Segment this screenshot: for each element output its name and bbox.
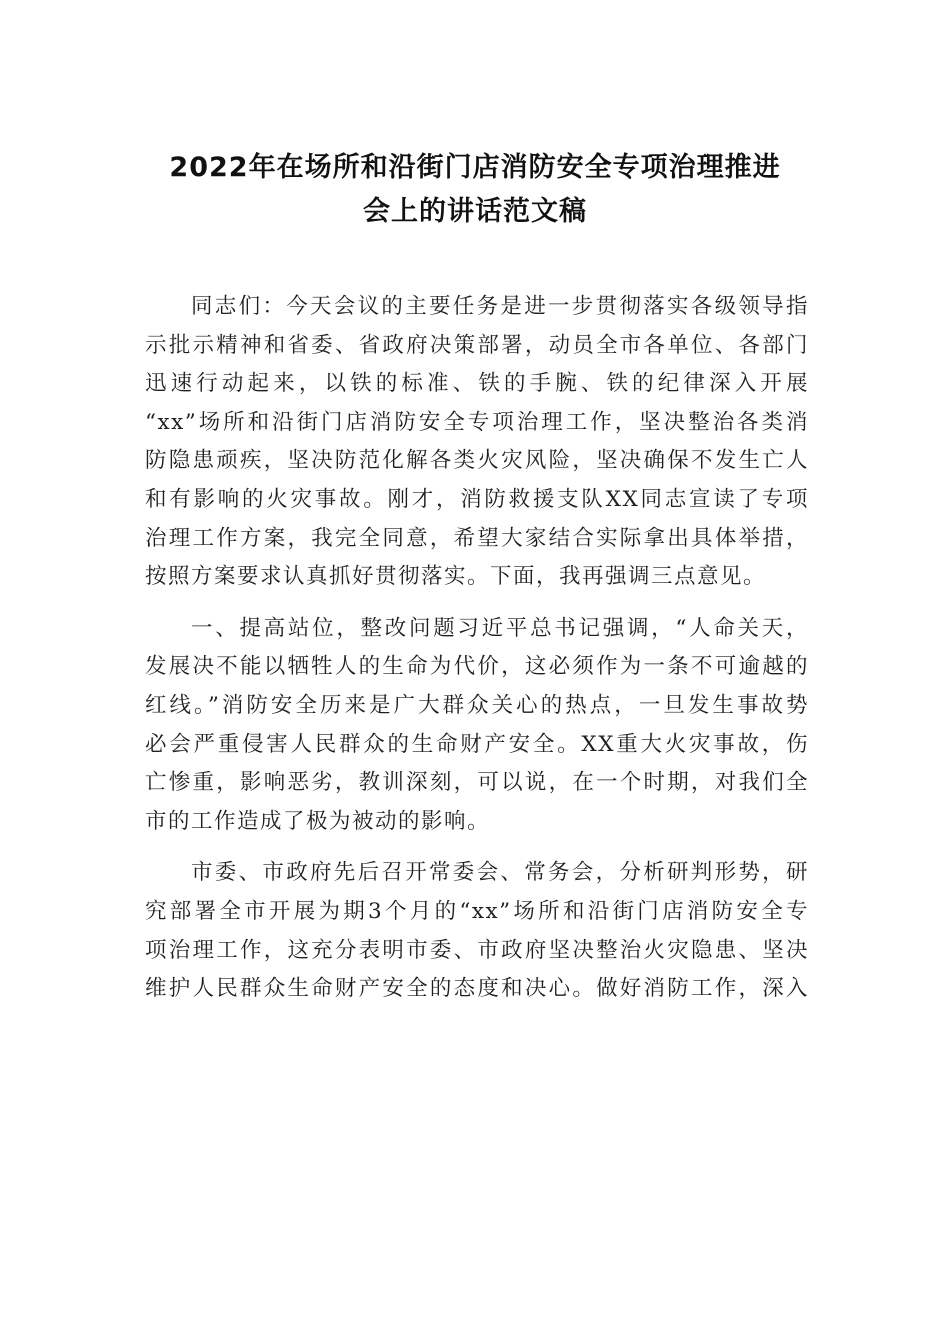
paragraph-city-measures xyxy=(145,854,809,1008)
text-line: 同志们：今天会议的主要任务是进一步贯彻落实各级领导指 xyxy=(191,294,809,319)
text-line: 红线。”消防安全历来是广大群众关心的热点，一旦发生事故势 xyxy=(145,692,809,718)
text-line: 项治理工作，这充分表明市委、市政府坚决整治火灾隐患、坚决 xyxy=(145,937,809,963)
paragraph-section-one xyxy=(145,610,809,842)
text-line: 和有影响的火灾事故。刚才，消防救援支队XX同志宣读了专项 xyxy=(145,486,809,512)
text-line: 必会严重侵害人民群众的生命财产安全。XX重大火灾事故，伤 xyxy=(145,731,809,757)
text-line: 究部署全市开展为期3个月的“xx”场所和沿街门店消防安全专 xyxy=(145,898,809,924)
text-line: 维护人民群众生命财产安全的态度和决心。做好消防工作，深入 xyxy=(145,976,809,1002)
title-line: 2022年在场所和沿街门店消防安全专项治理推进 xyxy=(169,152,781,184)
text-line: “xx”场所和沿街门店消防安全专项治理工作，坚决整治各类消 xyxy=(145,409,809,435)
title-line: 会上的讲话范文稿 xyxy=(363,196,587,228)
text-line: 防隐患顽疾，坚决防范化解各类火灾风险，坚决确保不发生亡人 xyxy=(145,448,809,474)
document-title xyxy=(140,146,810,234)
text-line: 按照方案要求认真抓好贯彻落实。下面，我再强调三点意见。 xyxy=(145,564,767,590)
text-line: 示批示精神和省委、省政府决策部署，动员全市各单位、各部门 xyxy=(145,332,809,358)
text-line: 治理工作方案，我完全同意，希望大家结合实际拿出具体举措， xyxy=(145,525,809,551)
text-line: 市委、市政府先后召开常委会、常务会，分析研判形势，研 xyxy=(191,860,809,886)
text-line: 发展决不能以牺牲人的生命为代价，这必须作为一条不可逾越的 xyxy=(145,654,809,680)
text-line: 一、提高站位，整改问题习近平总书记强调，“人命关天， xyxy=(191,615,809,641)
text-line: 市的工作造成了极为被动的影响。 xyxy=(145,808,491,834)
text-line: 亡惨重，影响恶劣，教训深刻，可以说，在一个时期，对我们全 xyxy=(145,770,809,796)
text-line: 迅速行动起来，以铁的标准、铁的手腕、铁的纪律深入开展 xyxy=(145,371,809,397)
document-body xyxy=(145,288,809,1009)
paragraph-opening xyxy=(145,288,809,597)
